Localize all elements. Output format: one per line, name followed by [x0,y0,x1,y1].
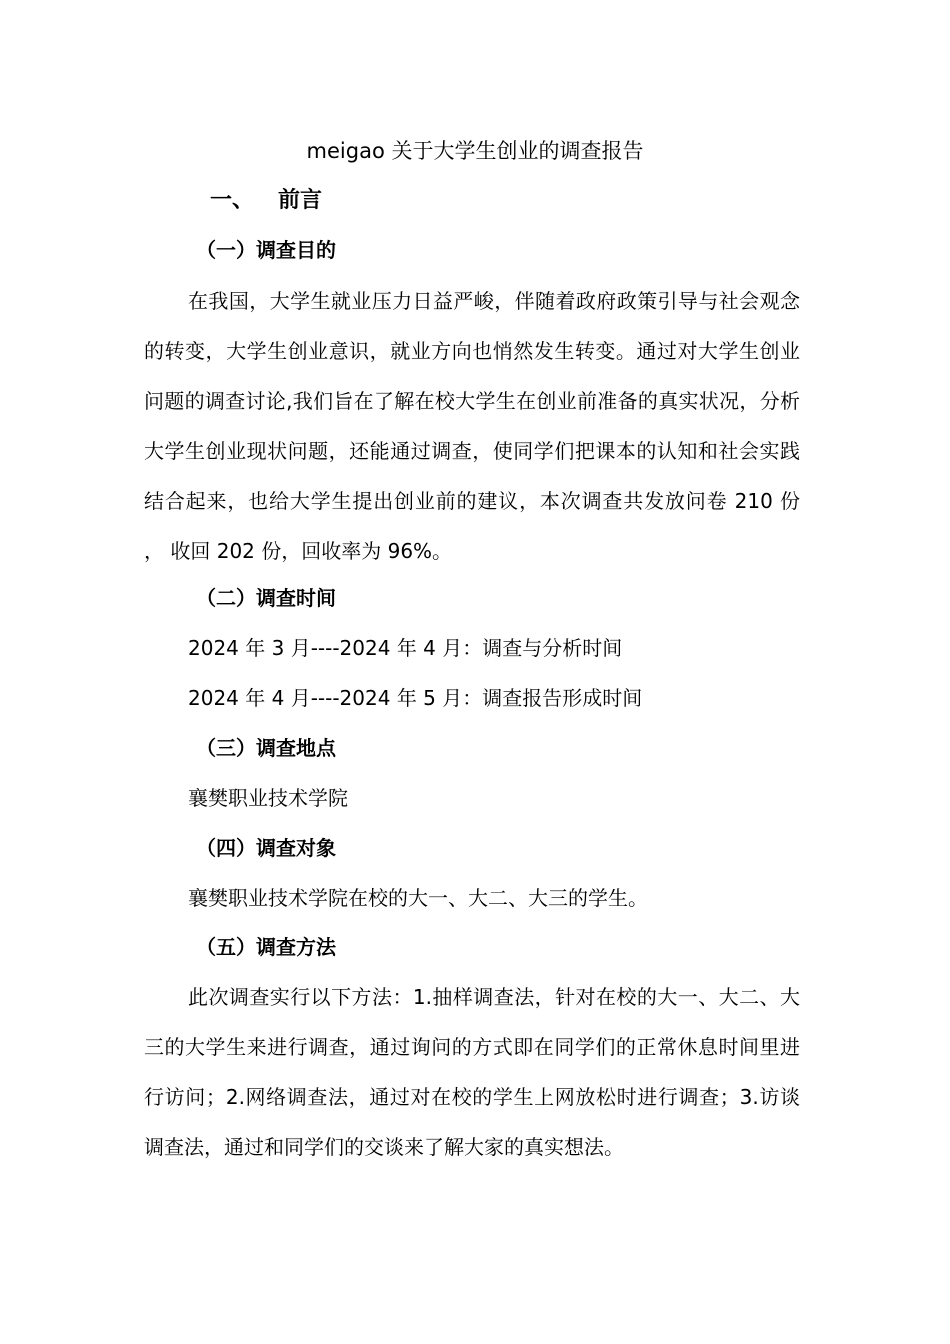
document-title: meigao 关于大学生创业的调查报告 [306,139,644,163]
section-title: 前言 [278,188,323,213]
paragraph-survey-purpose: 在我国，大学生就业压力日益严峻，伴随着政府政策引导与社会观念的转变，大学生创业意识，就业方向也悄然发生转变。通过对大学生创业问题的调查讨论,我们旨在了解在校大学生在创业前准备的真实状况，分析大学生创业现状问题，还能通过调查，使同学们把课本的认知和社会实践结合起来，也给大学生提出创业前的建议，本次调查共发放问卷 210 份 ， 收回 202 份，回收率为 96%。 [144,289,800,563]
heading-survey-time: （二）调查时间 [196,586,336,610]
section-number: 一、 [210,188,255,213]
heading-survey-purpose: （一）调查目的 [196,238,336,262]
heading-survey-subjects: （四）调查对象 [196,836,336,860]
heading-survey-method: （五）调查方法 [196,935,336,959]
heading-survey-location: （三）调查地点 [196,736,336,760]
survey-subjects-text: 襄樊职业技术学院在校的大一、大二、大三的学生。 [188,886,648,910]
survey-location-text: 襄樊职业技术学院 [188,786,348,810]
time-line-1: 2024 年 3 月----2024 年 4 月：调查与分析时间 [188,636,623,660]
paragraph-survey-method: 此次调查实行以下方法：1.抽样调查法，针对在校的大一、大二、大三的大学生来进行调查，通过询问的方式即在同学们的正常休息时间里进行访问；2.网络调查法，通过对在校的学生上网放松时进行调查；3.访谈调查法，通过和同学们的交谈来了解大家的真实想法。 [144,985,800,1159]
time-line-2: 2024 年 4 月----2024 年 5 月：调查报告形成时间 [188,686,643,710]
section-heading-preface [210,186,322,216]
